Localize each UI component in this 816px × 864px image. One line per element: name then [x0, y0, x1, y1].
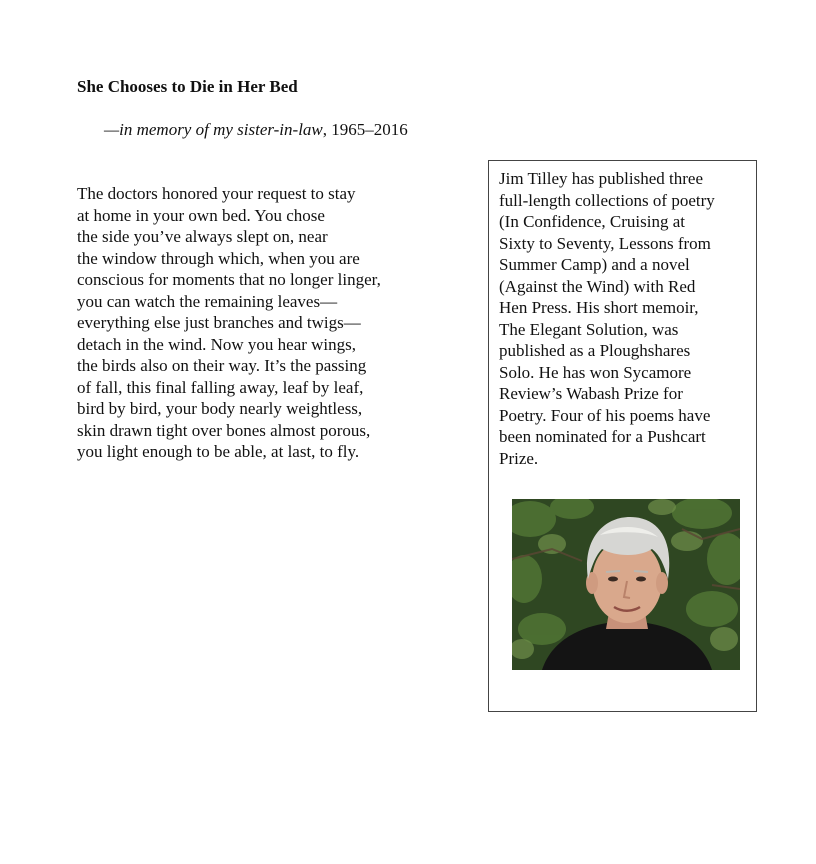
poem-dedication: [104, 119, 408, 141]
bio-line: Poetry. Four of his poems have: [499, 405, 711, 425]
bio-line: The Elegant Solution, was: [499, 319, 679, 339]
poem-body: [77, 183, 437, 463]
dedication-text: —in memory of my sister-in-law: [104, 120, 323, 139]
author-bio-text: [499, 168, 749, 469]
poem-line: skin drawn tight over bones almost porous,: [77, 420, 371, 440]
poem-line: the side you’ve always slept on, near: [77, 227, 328, 246]
bio-line: Summer Camp) and a novel: [499, 255, 690, 274]
author-bio-box: [488, 160, 757, 712]
poem-line: bird by bird, your body nearly weightless,: [77, 399, 363, 418]
poem-line: of fall, this final falling away, leaf by leaf,: [77, 377, 364, 397]
bio-line: been nominated for a Pushcart: [499, 427, 706, 446]
bio-line: (Against the Wind) with Red: [499, 276, 696, 296]
poem-line: you light enough to be able, at last, to fly.: [77, 442, 360, 461]
poem-line: The doctors honored your request to stay: [77, 184, 356, 203]
poem-line: detach in the wind. Now you hear wings,: [77, 334, 357, 354]
author-photo: [512, 499, 740, 670]
bio-line: Prize.: [499, 448, 539, 468]
bio-line: (In Confidence, Cruising at: [499, 212, 686, 231]
poem-line: at home in your own bed. You chose: [77, 205, 325, 225]
bio-line: published as a Ploughshares: [499, 341, 691, 360]
poem-line: you can watch the remaining leaves—: [77, 291, 338, 311]
bio-line: Sixty to Seventy, Lessons from: [499, 233, 711, 253]
poem-line: conscious for moments that no longer linger,: [77, 270, 381, 289]
author-portrait-icon: [512, 499, 740, 670]
dedication-years: , 1965–2016: [322, 120, 408, 139]
bio-line: Review’s Wabash Prize for: [499, 384, 683, 403]
bio-line: Solo. He has won Sycamore: [499, 362, 692, 382]
bio-line: Hen Press. His short memoir,: [499, 298, 699, 317]
poem-line: the birds also on their way. It’s the passing: [77, 356, 367, 375]
poem-title: She Chooses to Die in Her Bed: [77, 77, 298, 96]
poem-line: the window through which, when you are: [77, 248, 360, 268]
poem-line: everything else just branches and twigs—: [77, 313, 361, 332]
bio-line: full-length collections of poetry: [499, 190, 715, 210]
bio-line: Jim Tilley has published three: [499, 169, 703, 188]
